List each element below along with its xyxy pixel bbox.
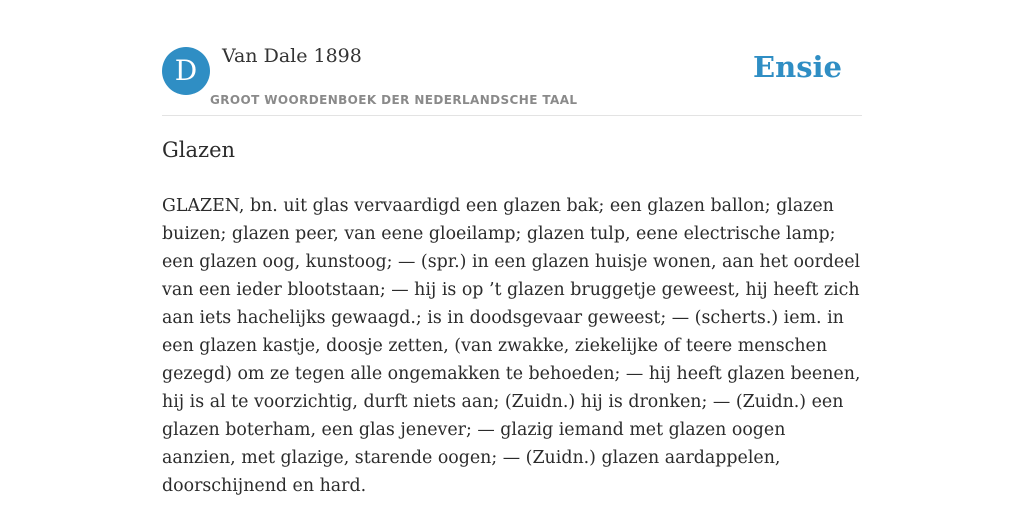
source-name[interactable]: Van Dale 1898 — [222, 45, 362, 67]
dictionary-avatar[interactable]: D — [162, 47, 210, 95]
header — [162, 0, 862, 116]
entry-card — [162, 0, 862, 512]
brand-logo[interactable]: Ensie — [753, 50, 842, 84]
entry-title: Glazen — [162, 138, 236, 162]
entry-definition: GLAZEN, bn. uit glas vervaardigd een glazen bak; een glazen ballon; glazen buizen; glazen peer, van eene gloeilamp; glazen tulp, eene electrische lamp; een glazen oog, kunstoog; — (spr.) in een glazen huisje wonen, aan het oordeel van een ieder blootstaan; — hij is op ’t glazen bruggetje geweest, hij heeft zich aan iets hachelijks gewaagd.; is in doodsgevaar geweest; — (scherts.) iem. in een glazen kastje, doosje zetten, (van zwakke, ziekelijke of teere menschen gezegd) om ze tegen alle ongemakken te behoeden; — hij heeft glazen beenen, hij is al te voorzichtig, durft niets aan; (Zuidn.) hij is dronken; — (Zuidn.) een glazen boterham, een glas jenever; — glazig iemand met glazen oogen aanzien, met glazige, starende oogen; — (Zuidn.) glazen aardappelen, doorschijnend en hard. — [162, 196, 861, 496]
source-subtitle: GROOT WOORDENBOEK DER NEDERLANDSCHE TAAL — [210, 93, 578, 107]
